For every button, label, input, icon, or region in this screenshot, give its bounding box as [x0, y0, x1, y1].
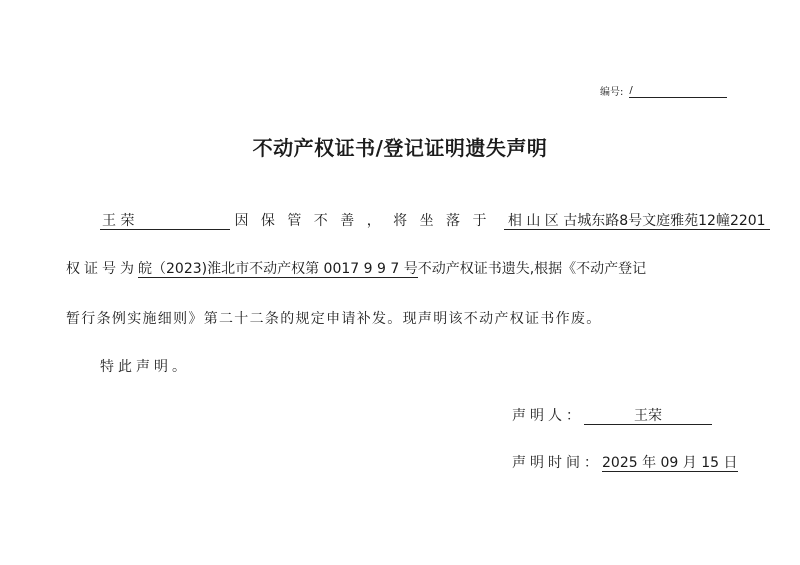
- closing-statement: 特此声明。: [100, 359, 190, 375]
- property-location-field: 相 山 区 古城东路8号文庭雅苑12幢2201: [504, 213, 770, 230]
- declaration-time-value: 2025 年 09 月 15 日: [602, 455, 738, 471]
- body-text-3: 不动产权证书遗失,根据《不动产登记: [417, 261, 647, 277]
- declaration-time-row: [512, 452, 738, 472]
- page-title: 不动产权证书/登记证明遗失声明: [252, 136, 548, 160]
- document-number-value: /: [629, 85, 727, 98]
- body-text-1: 因 保 管 不 善 ， 将 坐 落 于: [234, 213, 491, 229]
- paragraph-line-4: [100, 357, 190, 377]
- declarant-label: 声明人：: [512, 408, 584, 424]
- paragraph-line-2: [66, 259, 646, 279]
- body-text-4: 暂行条例实施细则》第二十二条的规定申请补发。现声明该不动产权证书作废。: [66, 311, 602, 327]
- declarant-signature-value: 王荣: [584, 408, 712, 425]
- declarant-name-field: 王 荣: [100, 213, 230, 230]
- declaration-time-label: 声明时间：: [512, 455, 602, 471]
- document-number-label: 编号:: [600, 87, 624, 98]
- document-number: [600, 83, 727, 98]
- body-text-2: 权证号为: [66, 261, 138, 277]
- certificate-number-field: 皖（2023)淮北市不动产权第 0017 9 9 7 号: [138, 261, 418, 277]
- paragraph-line-1: [100, 211, 770, 231]
- paragraph-line-3: [66, 309, 602, 329]
- declarant-signature-row: [512, 405, 712, 425]
